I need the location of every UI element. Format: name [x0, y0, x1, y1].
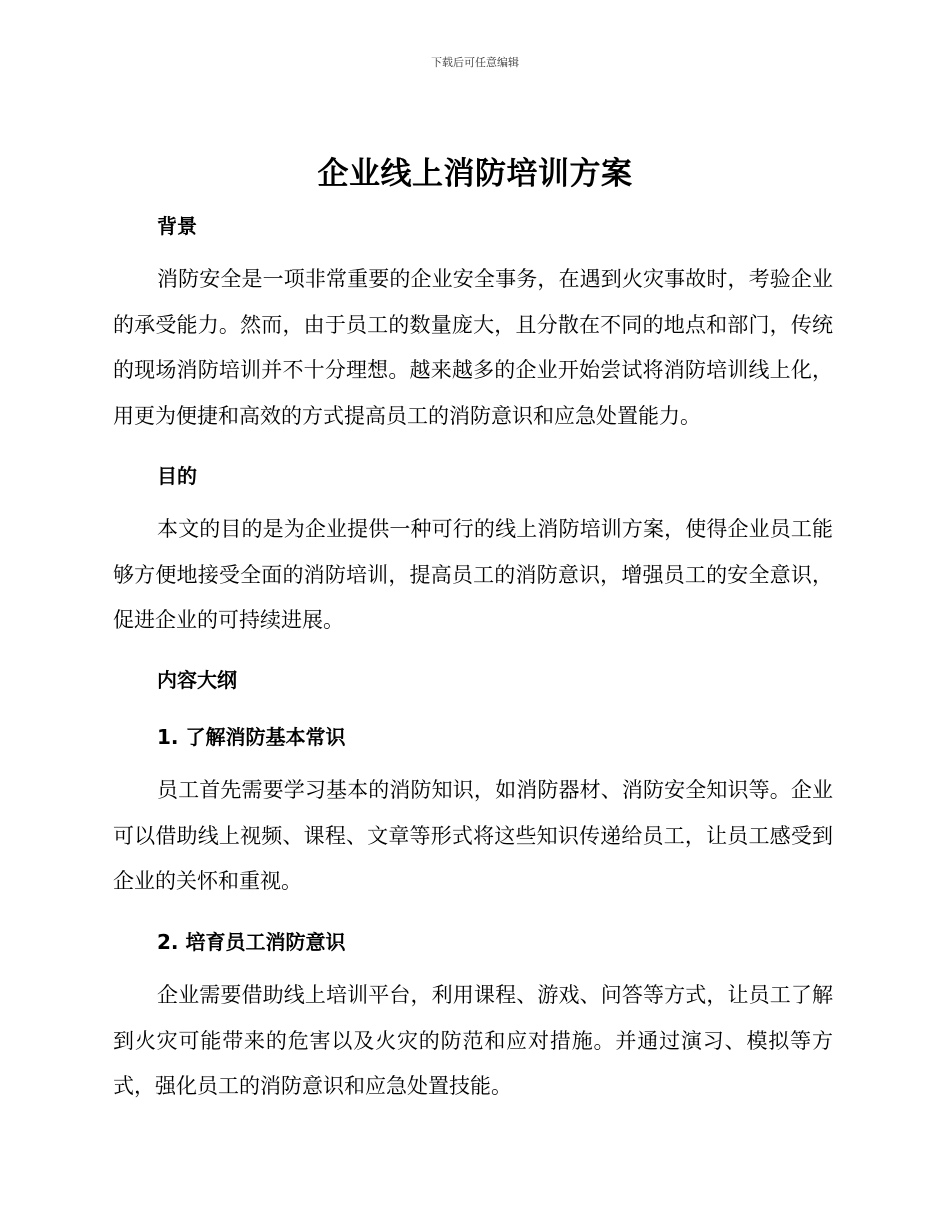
section-heading-purpose: 目的 [157, 464, 197, 488]
paragraph-purpose: 本文的目的是为企业提供一种可行的线上消防培训方案，使得企业员工能够方便地接受全面的消防培训，提高员工的消防意识，增强员工的安全意识，促进企业的可持续进展。 [113, 517, 833, 632]
paragraph-item-1: 员工首先需要学习基本的消防知识，如消防器材、消防安全知识等。企业可以借助线上视频、课程、文章等形式将这些知识传递给员工，让员工感受到企业的关怀和重视。 [113, 778, 833, 893]
paragraph-item-2: 企业需要借助线上培训平台，利用课程、游戏、问答等方式，让员工了解到火灾可能带来的危害以及火灾的防范和应对措施。并通过演习、模拟等方式，强化员工的消防意识和应急处置技能。 [113, 983, 833, 1098]
section-heading-item-2: 2. 培育员工消防意识 [157, 930, 346, 954]
document-title: 企业线上消防培训方案 [317, 156, 633, 192]
section-heading-outline: 内容大纲 [157, 668, 237, 692]
page-header-note: 下载后可任意编辑 [431, 56, 519, 69]
paragraph-background: 消防安全是一项非常重要的企业安全事务，在遇到火灾事故时，考验企业的承受能力。然而，由于员工的数量庞大，且分散在不同的地点和部门，传统的现场消防培训并不十分理想。越来越多的企业开始尝试将消防培训线上化，用更为便捷和高效的方式提高员工的消防意识和应急处置能力。 [113, 267, 833, 428]
section-heading-background: 背景 [157, 214, 197, 238]
section-heading-item-1: 1. 了解消防基本常识 [157, 725, 346, 749]
